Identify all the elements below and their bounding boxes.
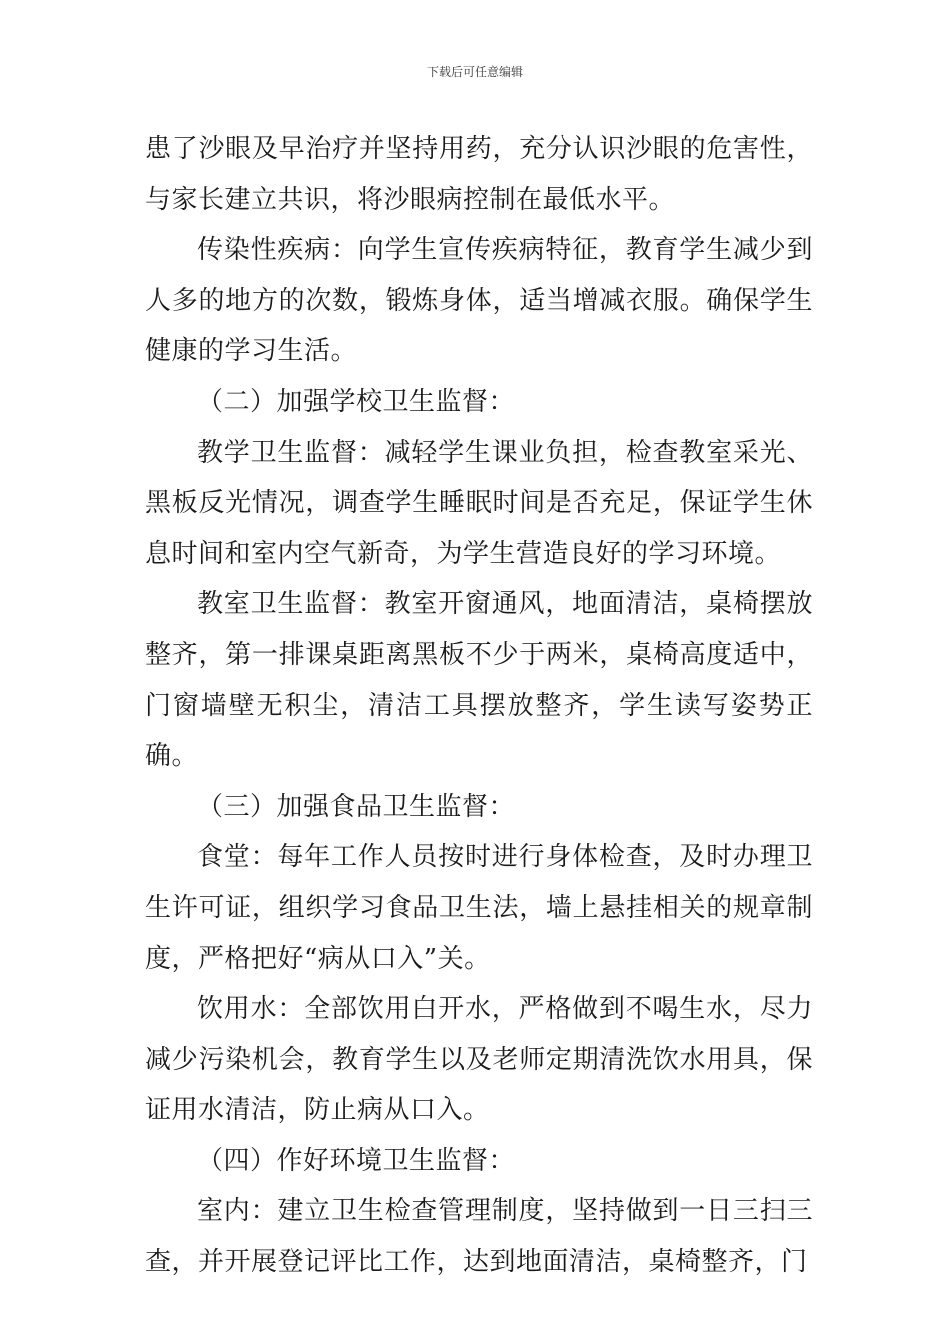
section-heading-food-hygiene: （三）加强食品卫生监督： [197,791,516,822]
document-body [145,124,813,1288]
page-header: 下载后可任意编辑 [426,65,523,79]
section-heading-school-hygiene: （二）加强学校卫生监督： [197,386,516,417]
section-heading-environment-hygiene: （四）作好环境卫生监督： [197,1145,516,1176]
paragraph-trachoma-continued: 患了沙眼及早治疗并坚持用药，充分认识沙眼的危害性，与家长建立共识，将沙眼病控制在最低水平。 [145,134,813,215]
paragraph-teaching-hygiene: 教学卫生监督：减轻学生课业负担，检查教室采光、黑板反光情况，调查学生睡眠时间是否充足，保证学生休息时间和室内空气新奇，为学生营造良好的学习环境。 [145,437,813,569]
paragraph-canteen: 食堂：每年工作人员按时进行身体检查，及时办理卫生许可证，组织学习食品卫生法，墙上悬挂相关的规章制度，严格把好“病从口入”关。 [145,842,813,974]
paragraph-classroom-hygiene: 教室卫生监督：教室开窗通风，地面清洁，桌椅摆放整齐，第一排课桌距离黑板不少于两米，桌椅高度适中，门窗墙壁无积尘，清洁工具摆放整齐，学生读写姿势正确。 [145,589,813,772]
paragraph-indoor: 室内：建立卫生检查管理制度，坚持做到一日三扫三查，并开展登记评比工作，达到地面清洁，桌椅整齐，门 [145,1196,813,1278]
paragraph-drinking-water: 饮用水：全部饮用白开水，严格做到不喝生水，尽力减少污染机会，教育学生以及老师定期清洗饮水用具，保证用水清洁，防止病从口入。 [145,994,813,1126]
paragraph-infectious-disease: 传染性疾病：向学生宣传疾病特征，教育学生减少到人多的地方的次数，锻炼身体，适当增减衣服。确保学生健康的学习生活。 [145,235,813,367]
